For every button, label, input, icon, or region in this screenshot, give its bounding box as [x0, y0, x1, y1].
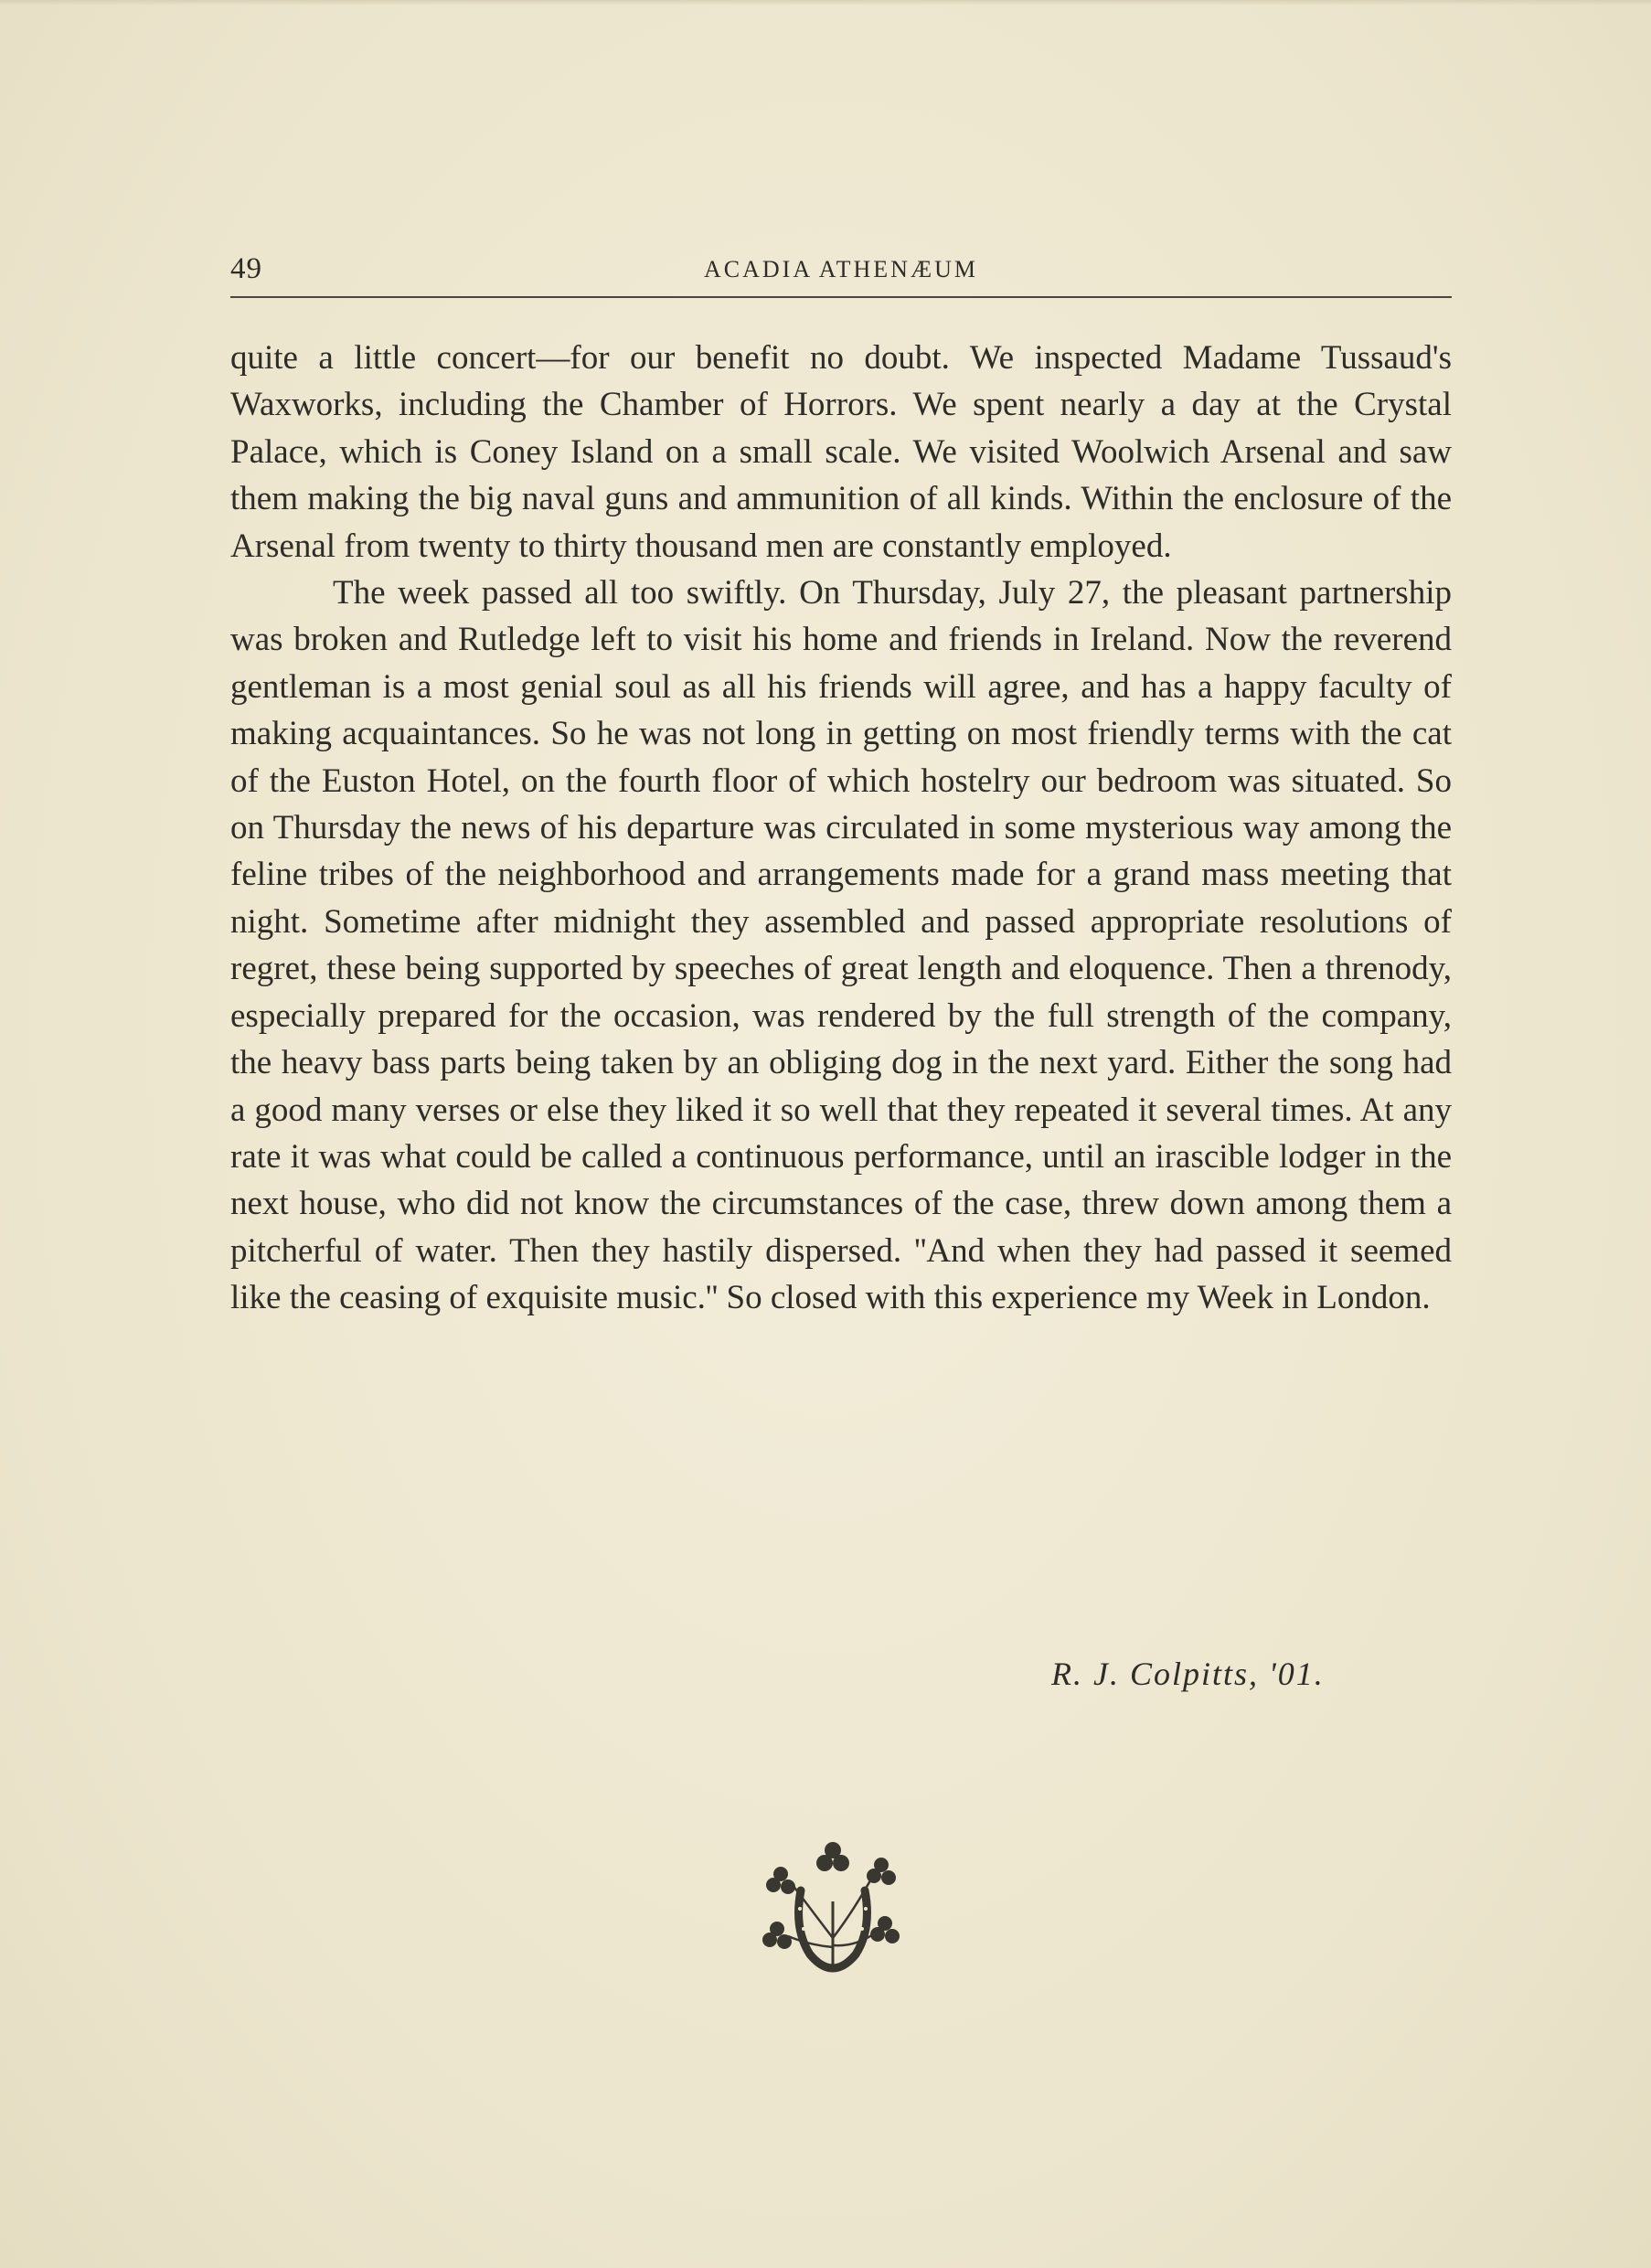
shamrock-horseshoe-ornament-icon — [757, 1837, 909, 1987]
article-body — [230, 335, 1452, 1322]
page-number: 49 — [230, 252, 262, 285]
page-header — [230, 249, 1452, 298]
paragraph-2: The week passed all too swiftly. On Thursday, July 27, the pleasant partnership was broken and Rutledge left to visit his home and friends in Ireland. Now the reverend gentleman is a most genial soul as all his friends will agree, and has a happy faculty of making acquaintances. So he was not long in getting on most friendly terms with the cat of the Euston Hotel, on the fourth floor of which hostelry our bedroom was situated. So on Thursday the news of his departure was circulated in some mysterious way among the feline tribes of the neighborhood and arrangements made for a grand mass meeting that night. Sometime after midnight they assembled and passed appropriate resolutions of regret, these being supported by speeches of great length and eloquence. Then a threnody, especially prepared for the occasion, was rendered by the full strength of the company, the heavy bass parts being taken by an obliging dog in the next yard. Either the song had a good many verses or else they liked it so well that they repeated it several times. At any rate it was what could be called a continuous performance, until an irascible lodger in the next house, who did not know the circumstances of the case, threw down among them a pitcherful of water. Then they hastily dispersed. ''And when they had passed it seemed like the ceasing of exquisite music.'' So closed with this experience my Week in London. — [230, 574, 1452, 1317]
paragraph-1: quite a little concert—for our benefit no doubt. We inspected Madame Tussaud's Waxworks, including the Chamber of Horrors. We spent nearly a day at the Crystal Palace, which is Coney Island on a small scale. We visited Woolwich Arsenal and saw them making the big naval guns and ammunition of all kinds. Within the enclosure of the Arsenal from twenty to thirty thousand men are constantly employed. — [230, 339, 1452, 565]
running-head: ACADIA ATHENÆUM — [704, 256, 978, 282]
author-signature: R. J. Colpitts, '01. — [1051, 1656, 1325, 1692]
page-top-edge — [0, 0, 1651, 5]
